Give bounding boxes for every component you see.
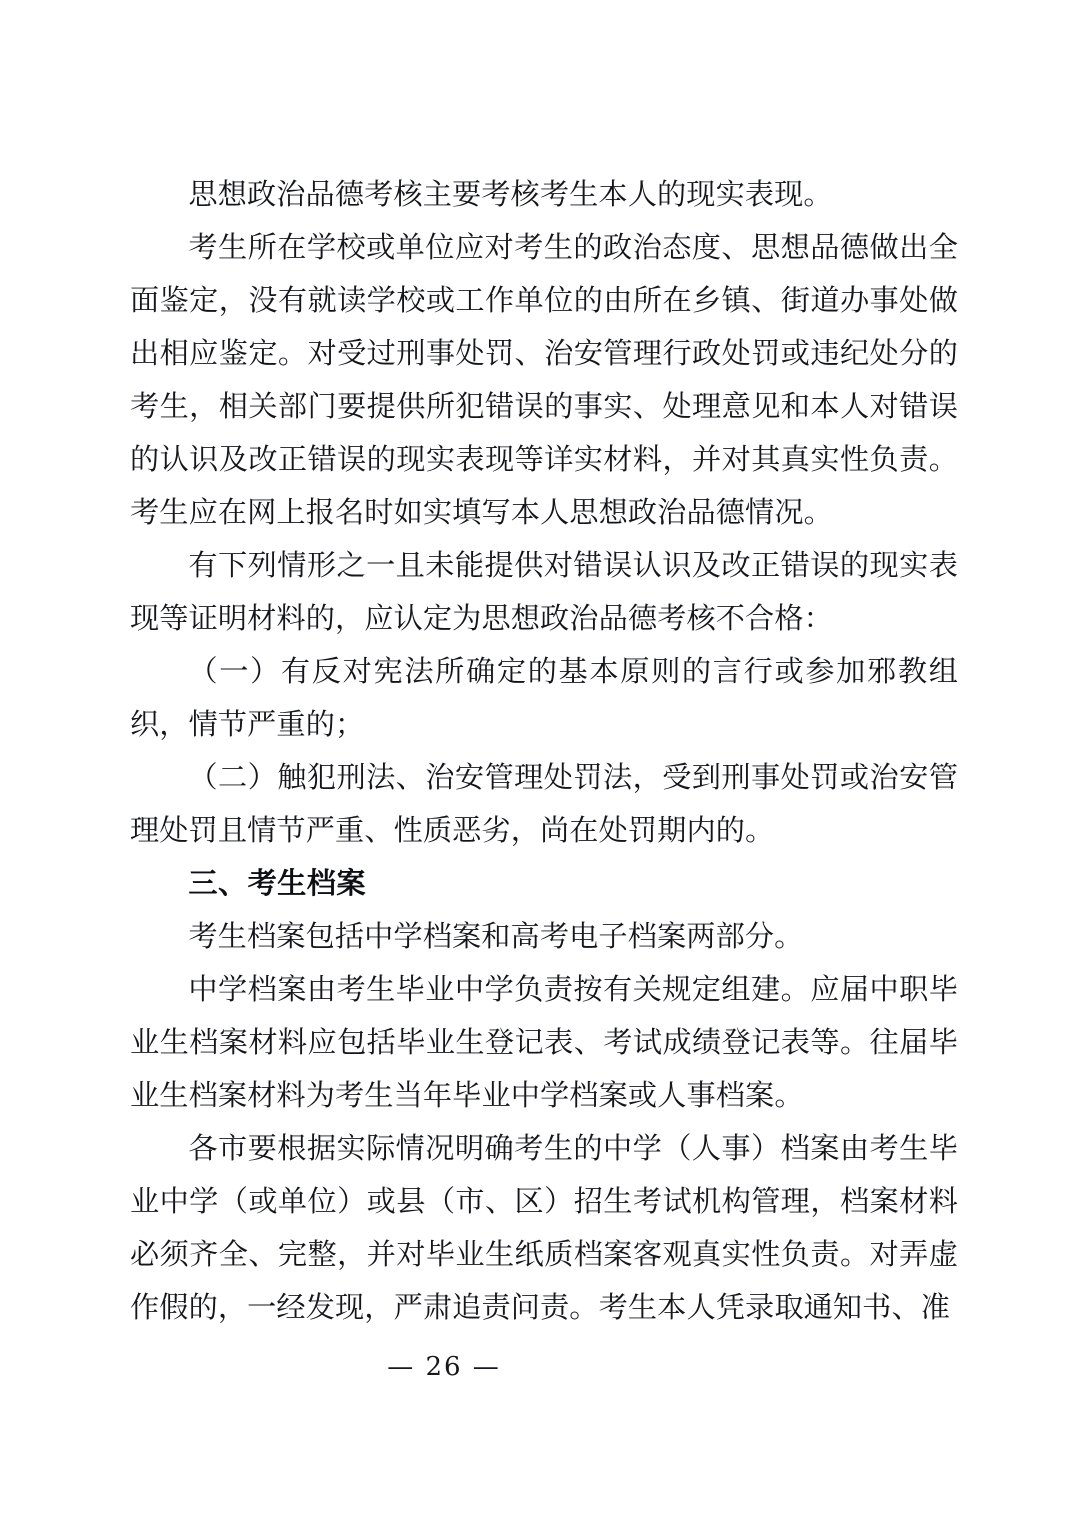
paragraph-unqualified-conditions-intro: 有下列情形之一且未能提供对错误认识及改正错误的现实表现等证明材料的，应认定为思想政治品德考核不合格： xyxy=(130,548,958,635)
page-number: — 26 — xyxy=(387,1352,501,1382)
paragraph-file-composition: 考生档案包括中学档案和高考电子档案两部分。 xyxy=(188,919,804,953)
paragraph-item-two: （二）触犯刑法、治安管理处罚法，受到刑事处罚或治安管理处罚且情节严重、性质恶劣，尚在处罚期内的。 xyxy=(130,760,958,847)
paragraph-item-one: （一）有反对宪法所确定的基本原则的言行或参加邪教组织，情节严重的； xyxy=(130,654,958,741)
document-body-column xyxy=(130,168,958,1334)
heading-section-three-candidate-files: 三、考生档案 xyxy=(188,866,366,900)
paragraph-highschool-file-organization: 中学档案由考生毕业中学负责按有关规定组建。应届中职毕业生档案材料应包括毕业生登记表、考试成绩登记表等。往届毕业生档案材料为考生当年毕业中学档案或人事档案。 xyxy=(130,972,958,1112)
paragraph-moral-assessment-focus: 思想政治品德考核主要考核考生本人的现实表现。 xyxy=(188,177,833,211)
paragraph-city-management-responsibility: 各市要根据实际情况明确考生的中学（人事）档案由考生毕业中学（或单位）或县（市、区）招生考试机构管理，档案材料必须齐全、完整，并对毕业生纸质档案客观真实性负责。对弄虚作假的，一经发现，严肃追责问责。考生本人凭录取通知书、准 xyxy=(130,1131,958,1324)
paragraph-school-unit-assessment: 考生所在学校或单位应对考生的政治态度、思想品德做出全面鉴定，没有就读学校或工作单位的由所在乡镇、街道办事处做出相应鉴定。对受过刑事处罚、治安管理行政处罚或违纪处分的考生，相关部门要提供所犯错误的事实、处理意见和本人对错误的认识及改正错误的现实表现等详实材料，并对其真实性负责。考生应在网上报名时如实填写本人思想政治品德情况。 xyxy=(130,230,958,529)
